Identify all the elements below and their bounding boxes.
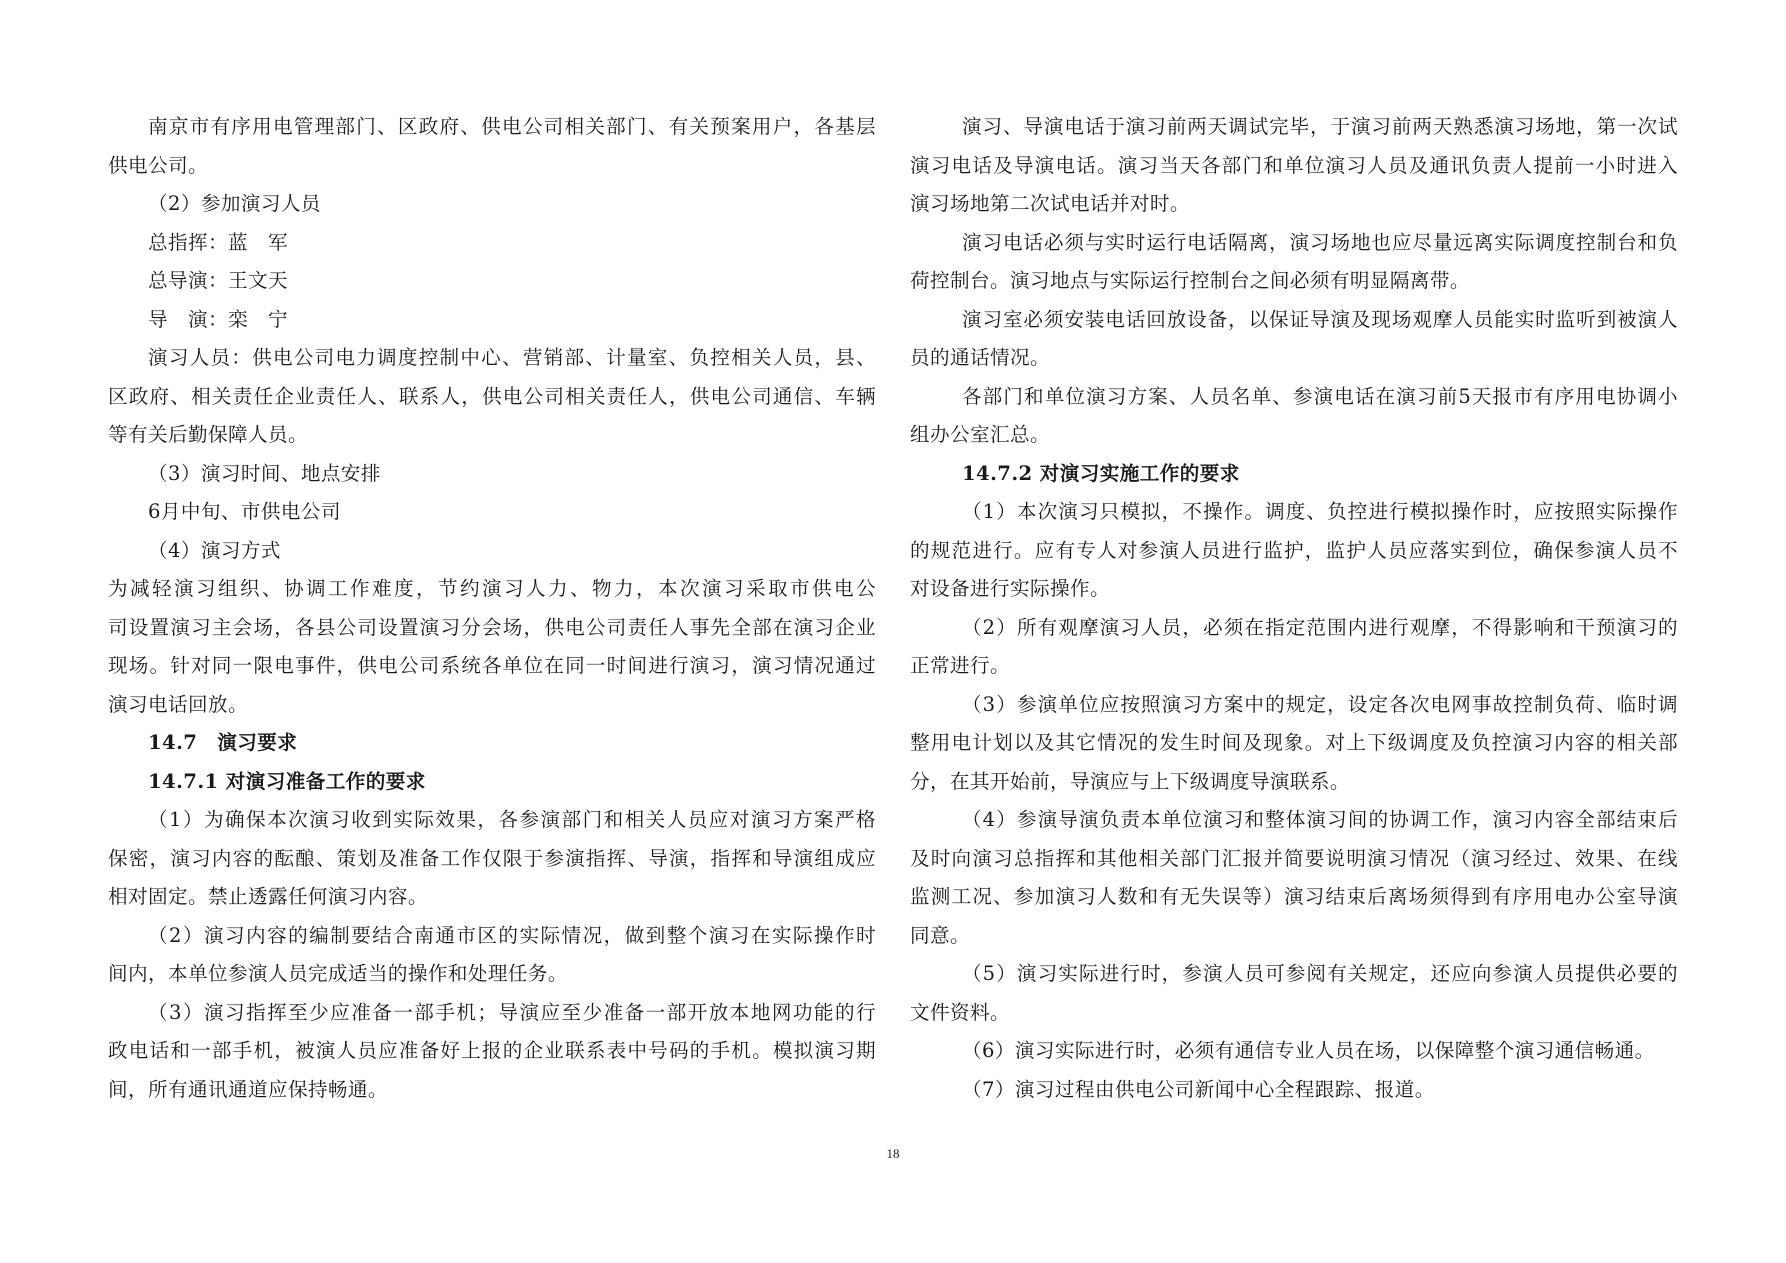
- left-line-24: （3）演习指挥至少应准备一部手机；导演应至少准备一部开放本地网功能的行: [148, 1000, 876, 1024]
- left-line-16: 演习电话回放。: [108, 692, 248, 716]
- left-line-19: （1）为确保本次演习收到实际效果，各参演部门和相关人员应对演习方案严格: [148, 808, 876, 831]
- left-line-15: 现场。针对同一限电事件，供电公司系统各单位在同一时间进行演习，演习情况通过: [108, 654, 876, 677]
- right-line-18: 分，在其开始前，导演应与上下级调度导演联系。: [910, 769, 1350, 793]
- right-line-19: （4）参演导演负责本单位演习和整体演习间的协调工作，演习内容全部结束后: [962, 808, 1678, 831]
- right-line-23: （5）演习实际进行时，参演人员可参阅有关规定，还应向参演人员提供必要的: [962, 962, 1678, 985]
- left-line-2: 供电公司。: [108, 153, 208, 177]
- right-line-7: 员的通话情况。: [910, 346, 1050, 369]
- left-line-7: 演习人员：供电公司电力调度控制中心、营销部、计量室、负控相关人员，县、: [148, 346, 876, 369]
- right-line-13: 对设备进行实际操作。: [910, 577, 1110, 600]
- page-number: 18: [886, 1146, 900, 1161]
- left-line-26: 间，所有通讯通道应保持畅通。: [108, 1077, 388, 1101]
- left-line-23: 间内，本单位参演人员完成适当的操作和处理任务。: [108, 962, 568, 985]
- right-line-24: 文件资料。: [910, 1000, 1010, 1024]
- section-heading-14-7-2: 14.7.2 对演习实施工作的要求: [962, 461, 1240, 485]
- left-line-3: （2）参加演习人员: [148, 192, 321, 215]
- left-line-8: 区政府、相关责任企业责任人、联系人，供电公司相关责任人，供电公司通信、车辆: [108, 384, 876, 408]
- left-line-11: 6月中旬、市供电公司: [148, 500, 341, 523]
- left-line-5: 总导演：王文天: [148, 269, 288, 292]
- left-line-12: （4）演习方式: [148, 538, 281, 562]
- right-line-21: 监测工况、参加演习人数和有无失误等）演习结束后离场须得到有序用电办公室导演: [910, 885, 1678, 908]
- left-line-9: 等有关后勤保障人员。: [108, 423, 308, 446]
- left-line-10: （3）演习时间、地点安排: [148, 461, 381, 485]
- right-line-9: 组办公室汇总。: [910, 423, 1050, 446]
- right-line-22: 同意。: [910, 923, 970, 947]
- left-line-1: 南京市有序用电管理部门、区政府、供电公司相关部门、有关预案用户，各基层: [148, 115, 876, 138]
- left-line-4: 总指挥：蓝 军: [148, 230, 288, 254]
- left-line-22: （2）演习内容的编制要结合南通市区的实际情况，做到整个演习在实际操作时: [148, 923, 876, 947]
- right-line-14: （2）所有观摩演习人员，必须在指定范围内进行观摩，不得影响和干预演习的: [962, 615, 1678, 639]
- left-line-25: 政电话和一部手机，被演人员应准备好上报的企业联系表中号码的手机。模拟演习期: [108, 1039, 876, 1062]
- right-line-1: 演习、导演电话于演习前两天调试完毕，于演习前两天熟悉演习场地，第一次试: [962, 115, 1678, 138]
- right-line-16: （3）参演单位应按照演习方案中的规定，设定各次电网事故控制负荷、临时调: [962, 692, 1678, 716]
- left-line-21: 相对固定。禁止透露任何演习内容。: [108, 885, 428, 908]
- right-line-8: 各部门和单位演习方案、人员名单、参演电话在演习前5天报市有序用电协调小: [962, 384, 1678, 408]
- right-line-20: 及时向演习总指挥和其他相关部门汇报并简要说明演习情况（演习经过、效果、在线: [910, 846, 1678, 870]
- section-heading-14-7: 14.7 演习要求: [148, 731, 298, 754]
- right-line-26: （7）演习过程由供电公司新闻中心全程跟踪、报道。: [962, 1077, 1435, 1101]
- right-line-6: 演习室必须安装电话回放设备，以保证导演及现场观摩人员能实时监听到被演人: [962, 307, 1678, 331]
- left-line-14: 司设置演习主会场，各县公司设置演习分会场，供电公司责任人事先全部在演习企业: [108, 615, 876, 639]
- right-line-11: （1）本次演习只模拟，不操作。调度、负控进行模拟操作时，应按照实际操作: [962, 500, 1678, 523]
- right-line-15: 正常进行。: [910, 654, 1010, 677]
- right-line-2: 演习电话及导演电话。演习当天各部门和单位演习人员及通讯负责人提前一小时进入: [910, 153, 1678, 177]
- section-heading-14-7-1: 14.7.1 对演习准备工作的要求: [148, 769, 426, 793]
- right-column: [910, 108, 1678, 1109]
- right-line-12: 的规范进行。应有专人对参演人员进行监护，监护人员应落实到位，确保参演人员不: [910, 538, 1678, 562]
- right-line-25: （6）演习实际进行时，必须有通信专业人员在场，以保障整个演习通信畅通。: [962, 1039, 1655, 1062]
- left-line-20: 保密，演习内容的酝酿、策划及准备工作仅限于参演指挥、导演，指挥和导演组成应: [108, 846, 876, 870]
- left-line-6: 导 演：栾 宁: [148, 307, 288, 331]
- left-column: [108, 108, 876, 1109]
- right-line-5: 荷控制台。演习地点与实际运行控制台之间必须有明显隔离带。: [910, 269, 1470, 292]
- left-line-13: 为减轻演习组织、协调工作难度，节约演习人力、物力，本次演习采取市供电公: [108, 577, 876, 600]
- right-line-4: 演习电话必须与实时运行电话隔离，演习场地也应尽量远离实际调度控制台和负: [962, 230, 1678, 254]
- right-line-17: 整用电计划以及其它情况的发生时间及现象。对上下级调度及负控演习内容的相关部: [910, 731, 1678, 754]
- right-line-3: 演习场地第二次试电话并对时。: [910, 192, 1190, 215]
